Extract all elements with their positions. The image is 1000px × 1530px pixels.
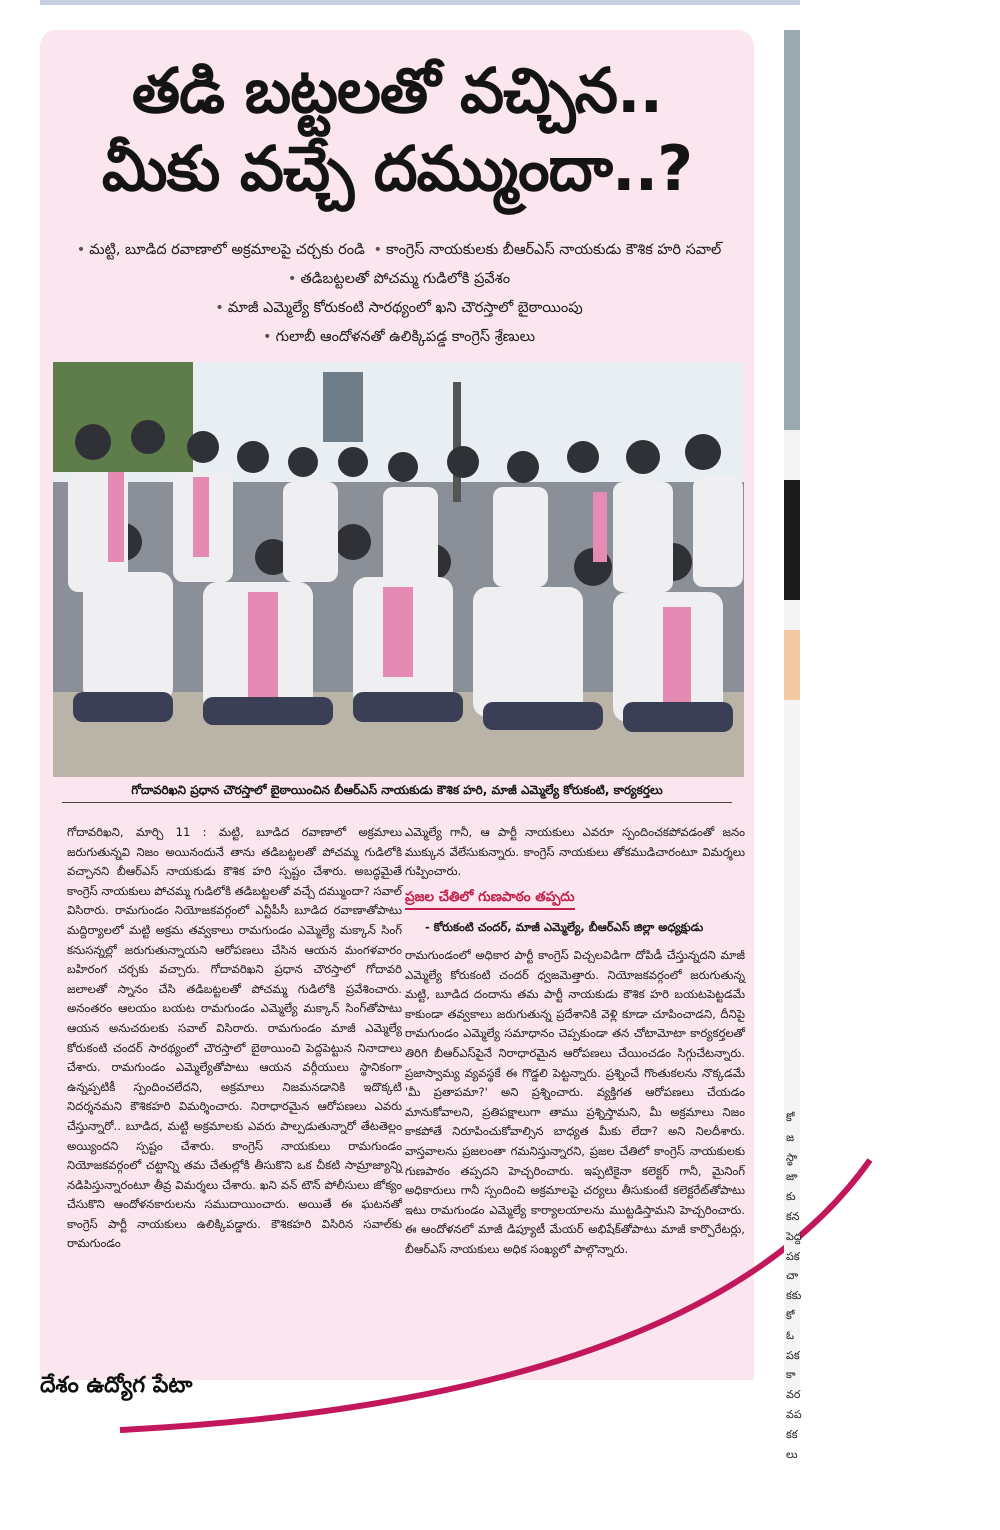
caption-divider (62, 802, 732, 803)
bullet-line-2 (40, 294, 754, 323)
section-subheading: ప్రజల చేతిలో గుణపాఠం తప్పదు (405, 888, 575, 911)
headline (40, 52, 754, 208)
bullet-line-1 (40, 236, 754, 294)
protest-photo-illustration (53, 362, 744, 777)
bullet-text: మాజీ ఎమ్మెల్యే కోరుకంటి సారథ్యంలో ఖని చౌరస్తాలో బైఠాయింపు (227, 300, 583, 316)
quote-byline: - కోరుకంటి చందర్‌, మాజీ ఎమ్మెల్యే, బీఆర్‌ఎస్‌ జిల్లా అధ్యక్షుడు (425, 920, 704, 935)
bullet-dot-icon: • (215, 300, 224, 316)
bullet-dot-icon: • (287, 271, 297, 287)
bullet-text: తడిబట్టలతో పోచమ్మ గుడిలోకి ప్రవేశం (300, 271, 511, 287)
adjacent-article-text: కో జ స్థా జా కు కన పెద్ద పక చా కకు కో ఓ పక కా వర వప కక లు (786, 1111, 802, 1461)
bullet-dot-icon: • (263, 329, 272, 345)
headline-line-1: తడి బట్టలతో వచ్చిన.. (131, 54, 663, 127)
column-2-continuation: ఎమ్మెల్యే గానీ, ఆ పార్టీ నాయకులు ఎవరూ స్పందించకపోవడంతో జనం ముక్కున వేలేసుకున్నారు. కాంగ్రెస్‌ నాయకులు తోకముడిచారంటూ విమర్శలు గుప్పించారు. (405, 825, 745, 879)
photo-caption: గోదావరిఖని ప్రధాన చౌరస్తాలో బైఠాయించిన బీఆర్‌ఎస్‌ నాయకుడు కౌశిక హరి, మాజీ ఎమ్మెల్యే కోరుకంటి, కార్యకర్తలు (131, 783, 663, 797)
top-rule (40, 0, 800, 5)
bullet-dot-icon: • (373, 242, 383, 258)
bullet-text: మట్టి, బూడిద రవాణాలో అక్రమాలపై చర్చకు రండి (89, 242, 365, 258)
column-2-paragraph: రామగుండంలో అధికార పార్టీ కాంగ్రెస్‌ విచ్చలవిడిగా దోపిడీ చేస్తున్నదని మాజీ ఎమ్మెల్యే కోరుకంటి చందర్‌ ధ్వజమెత్తారు. నియోజకవర్గంలో జరుగుతున్న మట్టి, బూడిద దందాను తమ పార్టీ నాయకుడు కౌశిక హరి బయటపెట్టడమే కాకుండా తవ్వకాలు జరుగుతున్న ప్రదేశానికి వెళ్లి కూడా చూపించాడని, దీనిపై రామగుండం ఎమ్మెల్యే సమాధానం చెప్పకుండా తన చోటామోటా కార్యకర్తలతో తిరిగి బీఆర్‌ఎస్‌పైనే నిరాధారమైన ఆరోపణలు చేయించడం సిగ్గుచేటన్నారు. ప్రజాస్వామ్య వ్యవస్థకే ఈ గొడ్డలి పెట్టన్నారు. ప్రశ్నించే గొంతుకలను నొక్కడమే 'మీ ప్రతాపమా?' అని ప్రశ్నించారు. వ్యక్తిగత ఆరోపణలు చేయడం మానుకోవాలని, ప్రతిపక్షాలుగా తాము ప్రశ్నిస్తామని, మీ అక్రమాలు నిజం కాకపోతే నిరూపించుకోవాల్సిన బాధ్యత మీకు లేదా? అని నిలదీశారు. వాస్తవాలను ప్రజలంతా గమనిస్తున్నారని, ప్రజల చేతిలో కాంగ్రెస్‌ నాయకులకు గుణపాఠం తప్పదని హెచ్చరించారు. ఇప్పటికైనా కలెక్టర్‌ గానీ, మైనింగ్‌ అధికారులు గానీ స్పందించి అక్రమాలపై చర్యలు తీసుకుంటే కలెక్టరేట్‌తోపాటు ఇటు రామగుండం ఎమ్మెల్యే కార్యాలయాలను ముట్టడిస్తామని హెచ్చరించారు. ఈ ఆందోళనలో మాజీ డిప్యూటీ మేయర్‌ అభిషేక్‌తోపాటు మాజీ కార్పొరేటర్లు, బీఆర్‌ఎస్‌ నాయకులు అధిక సంఖ్యలో పాల్గొన్నారు. (405, 947, 745, 1256)
deck-bullets (40, 236, 754, 352)
article-column-1 (67, 823, 402, 1254)
bullet-text: కాంగ్రెస్‌ నాయకులకు బీఆర్‌ఎస్‌ నాయకుడు కౌశిక హరి సవాల్‌ (386, 242, 722, 258)
article-column-2 (405, 823, 745, 1259)
column-1-paragraph: గోదావరిఖని, మార్చి 11 : మట్టి, బూడిద రవాణాలో అక్రమాలు జరుగుతున్నవి నిజం అయినందునే తాను తడిబట్టలతో పోచమ్మ గుడిలోకి వచ్చానని బీఆర్‌ఎస్‌ నాయకుడు కౌశిక హరి స్పష్టం చేశారు. అబద్ధమైతే కాంగ్రెస్‌ నాయకులు పోచమ్మ గుడిలోకి తడిబట్టలతో వచ్చే దమ్ముందా? సవాల్‌ విసిరారు. రామగుండం నియోజకవర్గంలో ఎన్టీపీసీ బూడిద రవాణాతోపాటు మద్దిర్యాలలో మట్టి అక్రమ తవ్వకాలు రామగుండం ఎమ్మెల్యే మక్కాన్‌ సింగ్‌ కనుసన్నల్లో జరుగుతున్నాయని ఆరోపణలు చేసిన ఆయన మంగళవారం బహిరంగ చర్చకు వచ్చారు. గోదావరిఖని ప్రధాన చౌరస్తాలో గోదావరి జలాలతో స్నానం చేసి తడిబట్టలతో పోచమ్మ గుడిలోకి ప్రవేశించారు. అనంతరం ఆలయం బయట రామగుండం ఎమ్మెల్యే మక్కాన్‌ సింగ్‌తోపాటు ఆయన అనుచరులకు సవాల్‌ విసిరారు. రామగుండం మాజీ ఎమ్మెల్యే కోరుకంటి చందర్‌ సారథ్యంలో చౌరస్తాలో బైఠాయించి పెద్దపెట్టున నినాదాలు చేశారు. రామగుండం ఎమ్మెల్యేతోపాటు ఆయన వర్గీయులు స్థానికంగా ఉన్నప్పటికీ స్పందించలేదని, అక్రమాలు నిజమనడానికి ఇదొక్కటి నిదర్శనమని కౌశికహరి విమర్శించారు. నిరాధారమైన ఆరోపణలు ఎవరు చేస్తున్నారో.. బూడిద, మట్టి అక్రమాలకు ఎవరు పాల్పడుతున్నారో తేటతెల్లం అయ్యిందని స్పష్టం చేశారు. కాంగ్రెస్‌ నాయకులు రామగుండం నియోజకవర్గంలో చట్టాన్ని తమ చేతుల్లోకి తీసుకొని ఒక చీకటి సామ్రాజ్యాన్ని నడిపిస్తున్నారంటూ తీవ్ర విమర్శలు చేశారు. ఖని వన్‌ టౌన్‌ పోలీసులు జోక్యం చేసుకొని ఆందోళనకారులను సముదాయించారు. అయితే ఈ ఘటనతో కాంగ్రెస్‌ పార్టీ నాయకులు ఉలిక్కిపడ్డారు. కౌశికహరి విసిరిన సవాల్‌కు రామగుండం (67, 825, 402, 1251)
article-panel (40, 30, 754, 1380)
protest-photo (53, 362, 744, 777)
bullet-dot-icon: • (76, 242, 86, 258)
adjacent-headline: దేశం ఉద్యోగ పేటా (40, 1373, 193, 1398)
bullet-line-3 (40, 323, 754, 352)
bullet-text: గులాబీ ఆందోళనతో ఉలిక్కిపడ్డ కాంగ్రెస్‌ శ్రేణులు (275, 329, 535, 345)
headline-line-2: మీకు వచ్చే దమ్ముందా..? (101, 132, 693, 205)
